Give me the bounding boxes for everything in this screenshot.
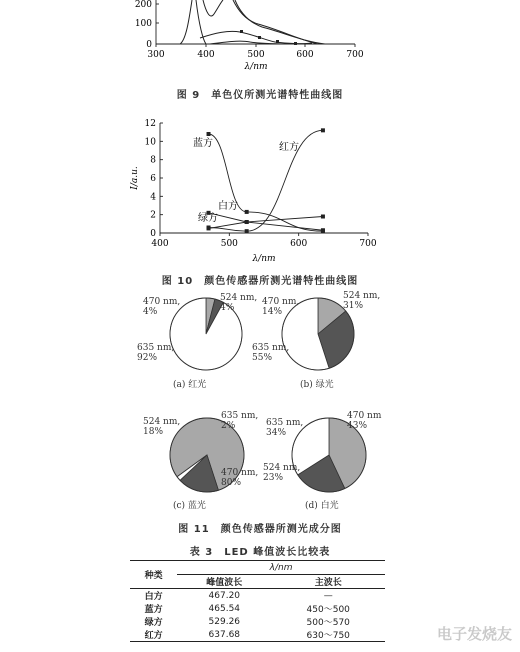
fig9-ytick-0: 0 bbox=[146, 40, 152, 50]
pie-d-label-635: 635 nm, 34% bbox=[266, 418, 304, 438]
fig10-ytick-label: 4 bbox=[150, 192, 156, 203]
table3-caption: 表 3 LED 峰值波长比较表 bbox=[189, 547, 331, 558]
pie-a-label-524: 524 nm, 4% bbox=[220, 293, 258, 313]
fig10-data-point bbox=[207, 226, 211, 230]
fig9-xtick-400: 400 bbox=[197, 50, 215, 60]
cell-main: 630～750 bbox=[306, 631, 350, 641]
fig9-curves bbox=[180, 0, 325, 44]
pie-c-label-635: 635 nm, 2% bbox=[221, 411, 259, 431]
cell-peak: 465.54 bbox=[208, 603, 241, 614]
fig9-xtick-500: 500 bbox=[247, 50, 265, 60]
fig10-label-white: 白方 bbox=[218, 201, 238, 212]
table-row bbox=[130, 615, 385, 628]
fig10-ytick-label: 10 bbox=[144, 137, 156, 148]
fig10-data-point bbox=[245, 210, 249, 214]
cell-main: 450～500 bbox=[306, 605, 350, 615]
fig9-xlabel: λ/nm bbox=[244, 62, 268, 72]
fig10-series-line bbox=[209, 213, 323, 230]
fig10-data-point bbox=[321, 228, 325, 232]
table-header-row-1 bbox=[130, 561, 385, 575]
cell-kind: 蓝方 bbox=[144, 605, 163, 615]
fig10-xtick-label: 600 bbox=[290, 239, 308, 249]
col-header-unit: λ/nm bbox=[177, 561, 385, 575]
fig10-xtick-label: 400 bbox=[151, 239, 169, 249]
fig9-xtick-300: 300 bbox=[147, 50, 165, 60]
pie-b-title: (b) 绿光 bbox=[300, 380, 334, 390]
fig10-line-chart bbox=[0, 105, 520, 265]
cell-kind: 红方 bbox=[144, 631, 163, 641]
pie-a-label-470: 470 nm, 4% bbox=[143, 297, 181, 317]
fig10-data-point bbox=[245, 229, 249, 233]
cell-kind: 绿方 bbox=[144, 618, 163, 628]
fig11-caption: 图 11 颜色传感器所测光成分图 bbox=[178, 524, 342, 535]
fig10-xtick-label: 700 bbox=[359, 239, 377, 249]
table-row bbox=[130, 589, 385, 603]
pie-c-label-524: 524 nm, 18% bbox=[143, 417, 181, 437]
fig10-ytick-label: 2 bbox=[150, 210, 156, 221]
fig10-ytick-label: 12 bbox=[144, 119, 156, 129]
fig9-markers bbox=[240, 30, 297, 45]
col-header-kind: 种类 bbox=[144, 571, 163, 581]
col-header-peak: 峰值波长 bbox=[206, 578, 243, 588]
fig9-plot bbox=[0, 0, 520, 75]
pie-c-label-470: 470 nm, 80% bbox=[221, 468, 259, 488]
pie-b-label-524: 524 nm, 31% bbox=[343, 291, 381, 311]
fig10-data-point bbox=[245, 220, 249, 224]
cell-main: — bbox=[323, 590, 333, 601]
fig9-caption: 图 9 单色仪所测光谱特性曲线图 bbox=[176, 90, 344, 101]
fig9-ytick-100: 100 bbox=[134, 19, 152, 29]
pie-a-title: (a) 红光 bbox=[173, 380, 207, 390]
fig10-label-green: 绿方 bbox=[198, 213, 218, 224]
fig10-ytick-label: 8 bbox=[150, 155, 156, 166]
watermark: 电子发烧友 bbox=[436, 625, 512, 643]
fig10-caption: 图 10 颜色传感器所测光谱特性曲线图 bbox=[161, 276, 359, 287]
pie-a-label-635: 635 nm, 92% bbox=[137, 343, 175, 363]
pie-d-title: (d) 白光 bbox=[305, 501, 339, 511]
fig10-label-blue: 蓝方 bbox=[193, 138, 213, 149]
fig10-series-line bbox=[209, 217, 323, 229]
fig10-data-point bbox=[207, 132, 211, 136]
pie-d-label-524: 524 nm, 23% bbox=[263, 463, 301, 483]
fig10-data-point bbox=[321, 128, 325, 132]
fig10-data-point bbox=[321, 215, 325, 219]
cell-peak: 467.20 bbox=[208, 590, 241, 601]
col-header-main: 主波长 bbox=[314, 578, 342, 588]
cell-peak: 529.26 bbox=[208, 616, 241, 627]
fig10-xlabel: λ/nm bbox=[252, 254, 276, 264]
cell-main: 500～570 bbox=[306, 618, 350, 628]
fig10-ylabel: I/a.u. bbox=[130, 166, 140, 190]
pie-d-label-470: 470 nm 43% bbox=[347, 411, 382, 431]
fig9-xtick-700: 700 bbox=[346, 50, 364, 60]
fig10-ytick-label: 6 bbox=[150, 174, 156, 184]
fig9-xtick-600: 600 bbox=[296, 50, 314, 60]
fig10-label-red: 红方 bbox=[279, 142, 299, 153]
pie-b-label-635: 635 nm, 55% bbox=[252, 343, 290, 363]
cell-kind: 白方 bbox=[144, 592, 163, 602]
table-row bbox=[130, 628, 385, 642]
pie-b-label-470: 470 nm, 14% bbox=[262, 297, 300, 317]
led-wavelength-table bbox=[130, 560, 385, 642]
cell-peak: 637.68 bbox=[208, 629, 241, 640]
fig10-ytick-label: 0 bbox=[150, 229, 156, 239]
fig10-xtick-label: 500 bbox=[220, 239, 238, 249]
table-row bbox=[130, 602, 385, 615]
fig9-ytick-200: 200 bbox=[134, 0, 152, 10]
pie-c-title: (c) 蓝光 bbox=[173, 501, 206, 511]
fig10-series-line bbox=[209, 130, 323, 231]
